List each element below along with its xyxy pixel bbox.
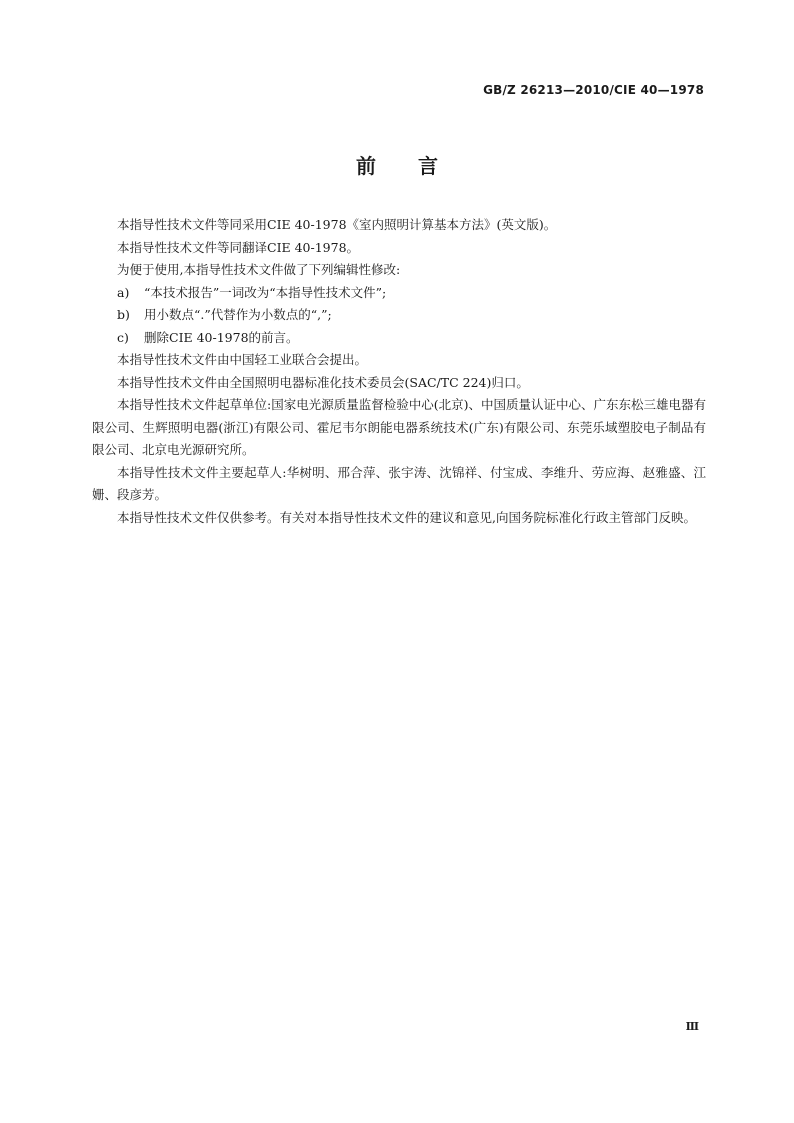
paragraph-adoption: 本指导性技术文件等同采用CIE 40-1978《室内照明计算基本方法》(英文版)。 (117, 217, 557, 232)
document-body (92, 214, 706, 529)
list-marker-a: a) (117, 284, 130, 300)
page-number: Ⅲ (685, 1020, 699, 1033)
paragraph-translation: 本指导性技术文件等同翻译CIE 40-1978。 (117, 239, 360, 255)
list-item-c (92, 327, 706, 350)
paragraph-committee: 本指导性技术文件由全国照明电器标准化技术委员会(SAC/TC 224)归口。 (117, 374, 529, 390)
list-text-a: “本技术报告”一词改为“本指导性技术文件”; (144, 284, 387, 300)
paragraph-modifications-intro: 为便于使用,本指导性技术文件做了下列编辑性修改: (117, 262, 401, 277)
paragraph-proposer: 本指导性技术文件由中国轻工业联合会提出。 (117, 352, 368, 367)
list-text-c: 删除CIE 40-1978的前言。 (144, 329, 299, 345)
paragraph-reference-note: 本指导性技术文件仅供参考。有关对本指导性技术文件的建议和意见,向国务院标准化行政主管部门反映。 (117, 509, 696, 525)
paragraph-drafting-units: 本指导性技术文件起草单位:国家电光源质量监督检验中心(北京)、中国质量认证中心、广东东松三雄电器有限公司、生辉照明电器(浙江)有限公司、霍尼韦尔朗能电器系统技术(广东)有限公司、东莞乐域塑胶电子制品有限公司、北京电光源研究所。 (92, 397, 706, 457)
standard-code-header: GB/Z 26213—2010/CIE 40—1978 (483, 83, 704, 97)
page-title: 前言 (356, 154, 480, 178)
list-item-b (92, 304, 706, 327)
list-text-b: 用小数点“.”代替作为小数点的“,”; (144, 307, 332, 322)
list-marker-c: c) (117, 329, 129, 345)
paragraph-drafters: 本指导性技术文件主要起草人:华树明、邢合萍、张宇涛、沈锦祥、付宝成、李维升、劳应海、赵雅盛、江姗、段彦芳。 (92, 464, 706, 502)
list-item-a (92, 282, 706, 305)
list-marker-b: b) (117, 307, 130, 322)
